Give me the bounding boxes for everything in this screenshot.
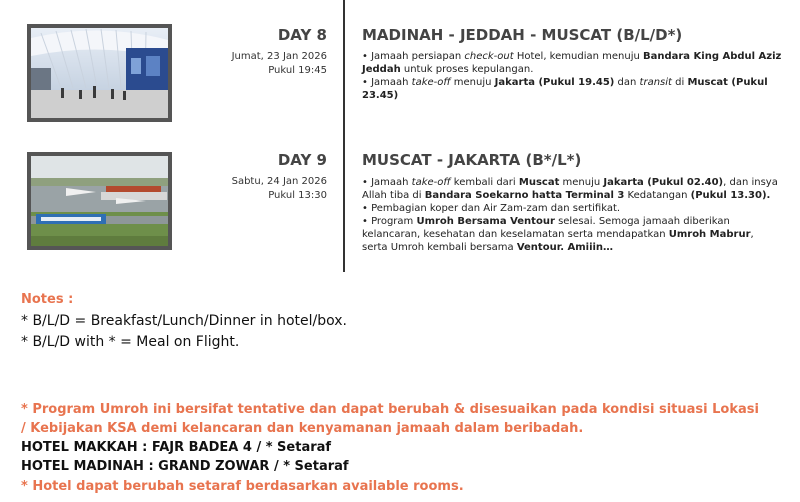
note-meal-legend: * B/L/D = Breakfast/Lunch/Dinner in hotel/box. [21, 313, 347, 329]
day-9-item-3: • Program Umroh Bersama Ventour selesai. Semoga jamaah diberikan kelancaran, kesehatan dan keselamatan serta mendapatkan Umroh Mabrur, serta Umroh kembali bersama Ventour. Amiiin… [362, 216, 754, 253]
disclaimer-line-1: * Program Umroh ini bersifat tentative dan dapat berubah & disesuaikan pada kondisi situasi Lokasi [21, 402, 759, 417]
airport-terminal-photo [27, 24, 172, 122]
airport-apron-photo [27, 152, 172, 250]
day-8-label: DAY 8 [277, 26, 327, 44]
day-8-time: Pukul 19:45 [268, 65, 327, 76]
day-9-label: DAY 9 [277, 151, 327, 169]
day-9-route-title: MUSCAT - JAKARTA (B*/L*) [362, 151, 582, 169]
day-8-item-2: • Jamaah take-off menuju Jakarta (Pukul 19.45) dan transit di Muscat (Pukul 23.45) [362, 77, 768, 101]
notes-heading: Notes : [21, 292, 74, 307]
day-8-route-title: MADINAH - JEDDAH - MUSCAT (B/L/D*) [362, 26, 683, 44]
hotel-madinah: HOTEL MADINAH : GRAND ZOWAR / * Setaraf [21, 459, 349, 474]
day-8-item-1: • Jamaah persiapan check-out Hotel, kemudian menuju Bandara King Abdul Aziz Jeddah untuk proses kepulangan. [362, 51, 782, 75]
day-9-description [362, 176, 782, 254]
disclaimer-line-2: / Kebijakan KSA demi kelancaran dan kenyamanan jamaah dalam beribadah. [21, 421, 584, 436]
hotel-makkah: HOTEL MAKKAH : FAJR BADEA 4 / * Setaraf [21, 440, 332, 455]
day-9-item-1: • Jamaah take-off kembali dari Muscat menuju Jakarta (Pukul 02.40), dan insya Allah tiba di Bandara Soekarno hatta Terminal 3 Kedatangan (Pukul 13.30). [362, 177, 778, 201]
hotel-availability-note: * Hotel dapat berubah setaraf berdasarkan available rooms. [21, 479, 464, 494]
day-8-date: Jumat, 23 Jan 2026 [231, 51, 327, 62]
day-9-time: Pukul 13:30 [268, 190, 327, 201]
day-9-item-2: • Pembagian koper dan Air Zam-zam dan sertifikat. [362, 203, 621, 214]
note-flight-meal: * B/L/D with * = Meal on Flight. [21, 334, 240, 350]
timeline-divider [343, 0, 345, 272]
day-9-date: Sabtu, 24 Jan 2026 [231, 176, 327, 187]
day-8-description [362, 50, 782, 102]
